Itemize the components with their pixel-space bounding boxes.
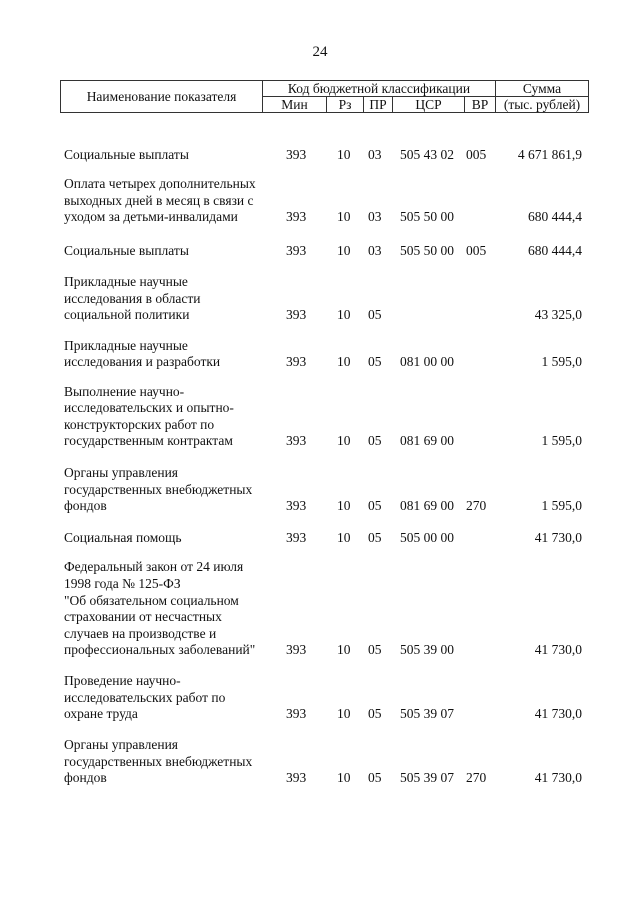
row-name-line: исследования и разработки: [64, 354, 221, 370]
header-name: Наименование показателя: [61, 81, 263, 113]
row-name-line: Органы управления: [64, 465, 178, 481]
row-name-line: исследования в области: [64, 290, 201, 306]
cell-rz: 10: [337, 147, 351, 163]
row-name-line: Федеральный закон от 24 июля: [64, 559, 244, 575]
table-row: [0, 530, 640, 547]
cell-csr: 081 69 00: [400, 498, 454, 514]
table-row: [0, 338, 640, 371]
row-name-line: уходом за детьми-инвалидами: [64, 209, 238, 225]
cell-pr: 05: [368, 642, 382, 658]
cell-rz: 10: [337, 354, 351, 370]
table-row: [0, 274, 640, 324]
cell-min: 393: [286, 498, 307, 514]
cell-csr: 505 43 02: [400, 147, 454, 163]
row-name: [64, 147, 274, 164]
row-name-line: конструкторских работ по: [64, 416, 215, 432]
row-name: [64, 274, 274, 324]
cell-min: 393: [286, 209, 307, 225]
cell-sum: 1 595,0: [541, 433, 582, 449]
cell-rz: 10: [337, 243, 351, 259]
header-rz: Рз: [327, 97, 364, 113]
header-code-group: Код бюджетной классификации: [263, 81, 496, 97]
table-row: [0, 465, 640, 515]
cell-min: 393: [286, 354, 307, 370]
header-sum-line2: (тыс. рублей): [496, 97, 589, 113]
cell-pr: 05: [368, 307, 382, 323]
row-name-line: исследовательских и опытно-: [64, 400, 234, 416]
cell-vr: 005: [466, 147, 487, 163]
row-name-line: Оплата четырех дополнительных: [64, 176, 256, 192]
cell-sum: 680 444,4: [528, 243, 582, 259]
cell-min: 393: [286, 147, 307, 163]
header-csr: ЦСР: [393, 97, 465, 113]
cell-pr: 05: [368, 706, 382, 722]
cell-sum: 1 595,0: [541, 354, 582, 370]
cell-vr: 270: [466, 770, 487, 786]
cell-min: 393: [286, 706, 307, 722]
page-number: 24: [312, 44, 328, 60]
table-row: [0, 176, 640, 226]
cell-rz: 10: [337, 433, 351, 449]
cell-csr: 505 50 00: [400, 209, 454, 225]
cell-sum: 680 444,4: [528, 209, 582, 225]
row-name-line: случаев на производстве и: [64, 625, 217, 641]
row-name-line: профессиональных заболеваний": [64, 642, 256, 658]
cell-rz: 10: [337, 209, 351, 225]
row-name-line: Социальная помощь: [64, 530, 182, 546]
row-name: [64, 673, 274, 723]
row-name-line: охране труда: [64, 706, 138, 722]
header-pr: ПР: [364, 97, 393, 113]
table-row: [0, 147, 640, 164]
cell-min: 393: [286, 243, 307, 259]
row-name: [64, 737, 274, 787]
header-vr: ВР: [465, 97, 496, 113]
cell-min: 393: [286, 307, 307, 323]
row-name-line: "Об обязательном социальном: [64, 592, 239, 608]
row-name-line: 1998 года № 125-ФЗ: [64, 576, 181, 592]
row-name-line: фондов: [64, 770, 107, 786]
cell-sum: 41 730,0: [534, 770, 582, 786]
row-name: [64, 338, 274, 371]
row-name-line: Выполнение научно-: [64, 383, 185, 399]
row-name-line: страховании от несчастных: [64, 609, 222, 625]
cell-pr: 05: [368, 498, 382, 514]
row-name-line: Органы управления: [64, 737, 178, 753]
row-name-line: государственных внебюджетных: [64, 481, 253, 497]
cell-rz: 10: [337, 530, 351, 546]
table-row: [0, 243, 640, 260]
cell-rz: 10: [337, 642, 351, 658]
cell-min: 393: [286, 642, 307, 658]
row-name-line: Прикладные научные: [64, 337, 188, 353]
table-row: [0, 559, 640, 659]
cell-rz: 10: [337, 770, 351, 786]
cell-csr: 505 39 07: [400, 706, 454, 722]
cell-pr: 03: [368, 147, 382, 163]
cell-pr: 05: [368, 433, 382, 449]
cell-csr: 505 50 00: [400, 243, 454, 259]
row-name-line: Прикладные научные: [64, 274, 188, 290]
row-name-line: социальной политики: [64, 307, 190, 323]
table-row: [0, 737, 640, 787]
cell-csr: 505 39 07: [400, 770, 454, 786]
cell-rz: 10: [337, 307, 351, 323]
cell-pr: 05: [368, 354, 382, 370]
cell-pr: 05: [368, 770, 382, 786]
row-name: [64, 559, 274, 659]
row-name: [64, 243, 274, 260]
row-name-line: государственных внебюджетных: [64, 753, 253, 769]
row-name-line: выходных дней в месяц в связи с: [64, 192, 254, 208]
cell-min: 393: [286, 530, 307, 546]
cell-csr: 081 00 00: [400, 354, 454, 370]
cell-min: 393: [286, 770, 307, 786]
cell-csr: 081 69 00: [400, 433, 454, 449]
cell-pr: 03: [368, 243, 382, 259]
cell-vr: 005: [466, 243, 487, 259]
cell-min: 393: [286, 433, 307, 449]
cell-pr: 05: [368, 530, 382, 546]
cell-vr: 270: [466, 498, 487, 514]
row-name: [64, 176, 274, 226]
row-name-line: государственным контрактам: [64, 433, 233, 449]
row-name: [64, 465, 274, 515]
row-name-line: Социальные выплаты: [64, 147, 189, 163]
cell-csr: 505 00 00: [400, 530, 454, 546]
cell-sum: 43 325,0: [534, 307, 582, 323]
row-name-line: Социальные выплаты: [64, 243, 189, 259]
row-name-line: Проведение научно-: [64, 673, 181, 689]
cell-csr: 505 39 00: [400, 642, 454, 658]
row-name-line: фондов: [64, 498, 107, 514]
cell-pr: 03: [368, 209, 382, 225]
cell-sum: 41 730,0: [534, 530, 582, 546]
row-name: [64, 384, 274, 450]
cell-sum: 41 730,0: [534, 642, 582, 658]
cell-rz: 10: [337, 498, 351, 514]
cell-sum: 4 671 861,9: [517, 147, 582, 163]
table-row: [0, 673, 640, 723]
header-sum-line1: Сумма: [496, 81, 589, 97]
table-row: [0, 384, 640, 450]
table-header: [60, 80, 589, 113]
cell-rz: 10: [337, 706, 351, 722]
cell-sum: 41 730,0: [534, 706, 582, 722]
row-name: [64, 530, 274, 547]
cell-sum: 1 595,0: [541, 498, 582, 514]
header-min: Мин: [263, 97, 327, 113]
row-name-line: исследовательских работ по: [64, 689, 226, 705]
